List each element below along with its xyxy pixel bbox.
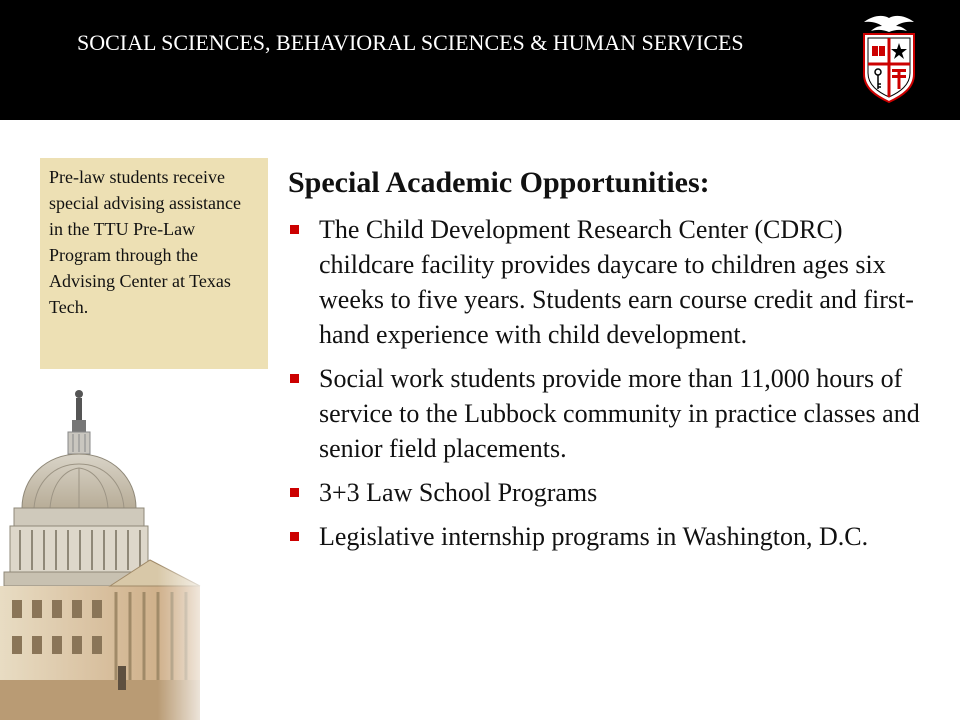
opportunities-list	[288, 212, 928, 563]
double-t-shield-icon	[858, 12, 920, 104]
section-heading: Special Academic Opportunities:	[288, 166, 710, 199]
red-square-bullet-icon	[290, 374, 299, 383]
list-item	[288, 361, 928, 466]
list-item	[288, 475, 928, 510]
list-item	[288, 519, 928, 554]
capitol-building-icon	[0, 380, 210, 720]
list-item-text: Legislative internship programs in Washington, D.C.	[319, 522, 869, 551]
list-item-text: 3+3 Law School Programs	[319, 478, 598, 507]
list-item-text: Social work students provide more than 11,000 hours of service to the Lubbock community in practice classes and senior field placements.	[319, 364, 920, 463]
header-bar	[0, 0, 960, 120]
header-title: SOCIAL SCIENCES, BEHAVIORAL SCIENCES & HUMAN SERVICES	[77, 30, 744, 55]
list-item	[288, 212, 928, 352]
red-square-bullet-icon	[290, 532, 299, 541]
list-item-text: The Child Development Research Center (CDRC) childcare facility provides daycare to children ages six weeks to five years. Students earn course credit and first-hand experience with child development.	[319, 215, 914, 349]
red-square-bullet-icon	[290, 225, 299, 234]
pre-law-note: Pre-law students receive special advising assistance in the TTU Pre-Law Program through the Advising Center at Texas Tech.	[40, 158, 268, 369]
red-square-bullet-icon	[290, 488, 299, 497]
